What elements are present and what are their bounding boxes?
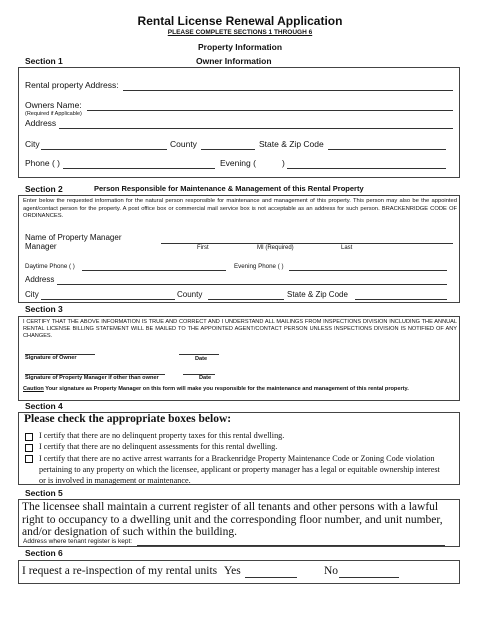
manager-label: Manager xyxy=(25,242,57,251)
register-kept-label: Address where tenant register is kept: xyxy=(23,538,133,545)
owner-address-field[interactable] xyxy=(59,128,453,129)
tenant-register-text: The licensee shall maintain a current register of all tenants and other persons with a lawful right to occupancy to a dwelling unit and the corresponding floor number, and unit number, and/or designation of such within the building. xyxy=(22,501,443,538)
check-item-warrants: I certify that there are no active arrest warrants for a Brackenridge Property Maintenance Code or Zoning Code violation pertaining to any property on which the licensee, applicant or property manager has a legal or equitable ownership interest or is involved in management or maintenance. xyxy=(39,454,440,485)
check-item-assessments: I certify that there are no delinquent assessments for this rental dwelling. xyxy=(39,442,278,451)
manager-city-field[interactable] xyxy=(41,299,175,300)
daytime-phone-label: Daytime Phone ( ) xyxy=(25,263,75,270)
property-information-heading: Property Information xyxy=(197,42,283,52)
rental-address-label: Rental property Address: xyxy=(25,80,119,90)
reinspection-no-label: No xyxy=(324,565,339,577)
section-4-box xyxy=(18,412,460,485)
owner-city-label: City xyxy=(25,139,40,149)
section-2-box xyxy=(18,195,460,303)
section-6-label: Section 6 xyxy=(25,548,63,558)
owner-county-field[interactable] xyxy=(201,149,255,150)
reinspection-text: I request a re-inspection of my rental units xyxy=(22,565,218,577)
page-subtitle: PLEASE COMPLETE SECTIONS 1 THROUGH 6 xyxy=(167,29,313,36)
register-kept-field[interactable] xyxy=(137,545,445,546)
section-2-title: Person Responsible for Maintenance & Management of this Rental Property xyxy=(94,184,364,193)
manager-date-label: Date xyxy=(199,375,212,381)
evening-phone-label: Evening Phone ( ) xyxy=(234,263,284,270)
manager-city-label: City xyxy=(25,290,39,299)
owner-state-zip-field[interactable] xyxy=(328,149,446,150)
caution-word: Caution xyxy=(23,386,44,392)
certification-text: I CERTIFY THAT THE ABOVE INFORMATION IS TRUE AND CORRECT AND I UNDERSTAND ALL MAILINGS FROM INSPECTIONS DIVISION INCLUDING THE ANNUAL RENTAL LICENSE BILLING STATEMENT WILL BE MAILED TO THE APPOINTED AGENT/CONTACT PERSON UNLESS INSPECTIONS DIVISION IS NOTIFIED OF ANY CHANGES. xyxy=(23,319,457,339)
last-name-caption: Last xyxy=(341,245,353,251)
owner-date-field[interactable] xyxy=(179,354,219,355)
page-title: Rental License Renewal Application xyxy=(137,14,343,28)
owner-date-label: Date xyxy=(195,356,208,362)
manager-address-field[interactable] xyxy=(57,284,447,285)
section-6-box xyxy=(18,560,460,584)
manager-state-zip-field[interactable] xyxy=(355,299,447,300)
section-5-label: Section 5 xyxy=(25,488,63,498)
reinspection-yes-label: Yes xyxy=(224,565,241,577)
owners-name-field[interactable] xyxy=(87,110,453,111)
reinspection-yes-field[interactable] xyxy=(245,577,297,578)
section-1-label: Section 1 xyxy=(25,56,63,66)
manager-signature-label: Signature of Property Manager if other than owner xyxy=(25,375,159,381)
checkbox-no-delinquent-assessments[interactable] xyxy=(25,444,33,452)
check-item-taxes: I certify that there are no delinquent property taxes for this rental dwelling. xyxy=(39,431,285,440)
owners-name-label: Owners Name: xyxy=(25,100,82,110)
middle-initial-caption: MI (Required) xyxy=(257,245,294,251)
daytime-phone-field[interactable] xyxy=(82,270,226,271)
owner-county-label: County xyxy=(170,139,197,149)
owner-state-zip-label: State & Zip Code xyxy=(259,139,324,149)
caution-note xyxy=(23,386,457,393)
manager-name-field[interactable] xyxy=(161,243,453,244)
section-4-label: Section 4 xyxy=(25,401,63,411)
checkbox-no-arrest-warrants[interactable] xyxy=(25,455,33,463)
caution-text: Your signature as Property Manager on this form will make you responsible for the maintenance and management of this rental property. xyxy=(43,386,409,392)
owner-phone-label: Phone ( ) xyxy=(25,158,60,168)
reinspection-no-field[interactable] xyxy=(339,577,399,578)
rental-address-field[interactable] xyxy=(123,90,453,91)
owner-information-heading: Owner Information xyxy=(196,56,272,66)
manager-county-field[interactable] xyxy=(208,299,284,300)
owner-address-label: Address xyxy=(25,118,57,128)
manager-county-label: County xyxy=(177,290,203,299)
owner-evening-close: ) xyxy=(282,158,285,168)
owner-evening-field[interactable] xyxy=(287,168,446,169)
owner-phone-field[interactable] xyxy=(63,168,215,169)
name-of-manager-label: Name of Property Manager xyxy=(25,233,122,242)
owner-city-field[interactable] xyxy=(41,149,167,150)
first-name-caption: First xyxy=(197,245,209,251)
section-3-box xyxy=(18,316,460,401)
evening-phone-field[interactable] xyxy=(289,270,447,271)
owner-signature-label: Signature of Owner xyxy=(25,355,77,361)
checkbox-no-delinquent-taxes[interactable] xyxy=(25,433,33,441)
owner-evening-label: Evening ( xyxy=(220,158,256,168)
required-note: (Required if Applicable) xyxy=(25,111,82,117)
manager-state-zip-label: State & Zip Code xyxy=(287,290,348,299)
section-1-box xyxy=(18,67,460,178)
section-4-heading: Please check the appropriate boxes below: xyxy=(24,413,232,425)
section-3-label: Section 3 xyxy=(25,304,63,314)
section-5-box xyxy=(18,499,460,547)
section-2-instructions: Enter below the requested information for the natural person responsible for maintenance and management of this property. This person may also be the appointed agent/contact person for the property. A post office box or commercial mail service box is not acceptable as an address for such person. BRACKENRIDGE CODE OF ORDINANCES. xyxy=(23,198,457,219)
manager-address-label: Address xyxy=(25,275,55,284)
section-2-label: Section 2 xyxy=(25,184,63,194)
